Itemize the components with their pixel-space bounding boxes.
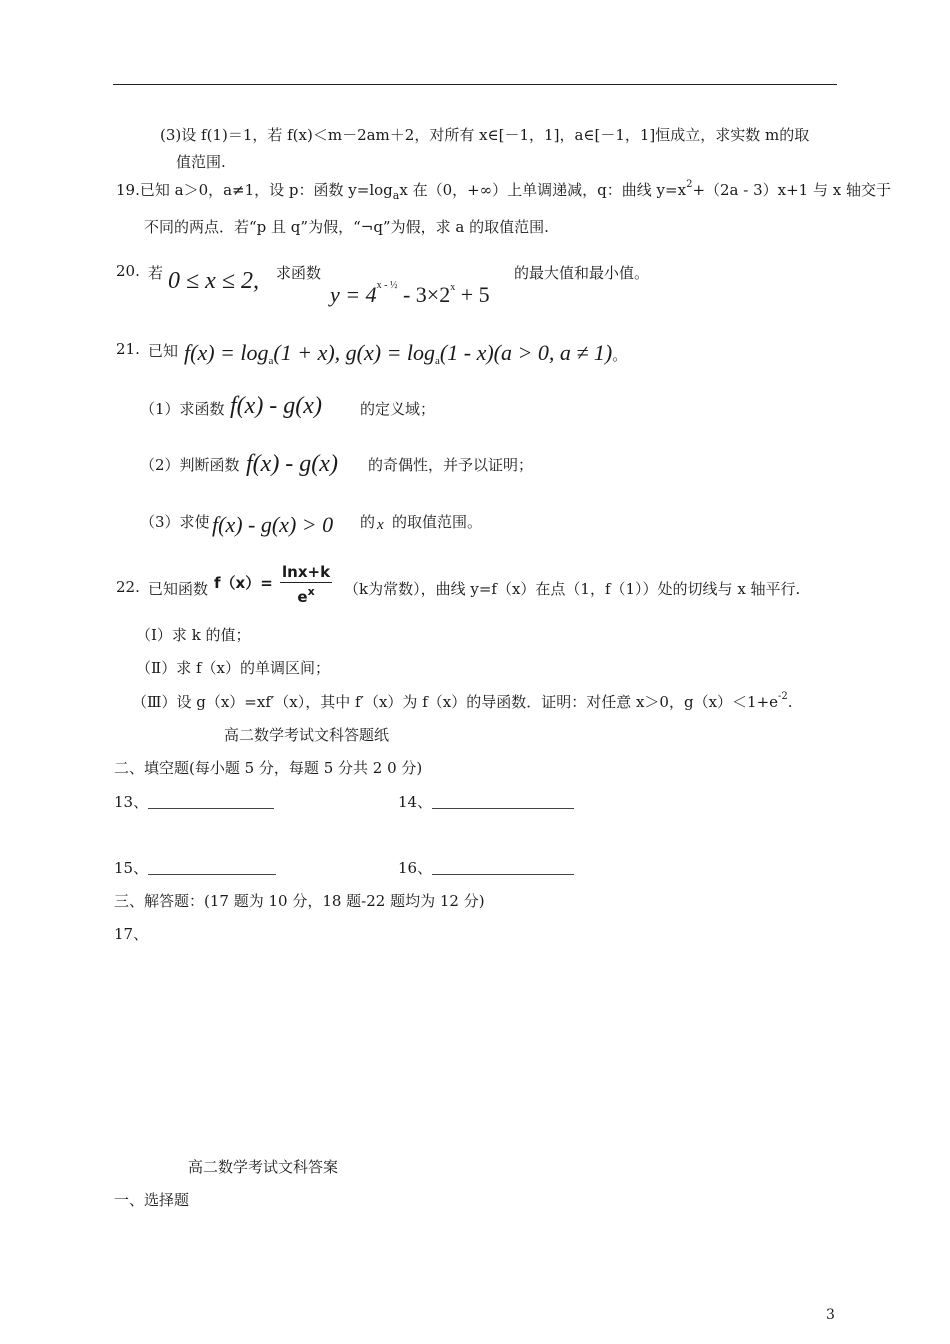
q22-part3-text: （Ⅲ）设 g（x）=xf′（x），其中 f′（x）为 f（x）的导函数．证明：对任意 x＞0，g（x）＜1+e: [132, 693, 779, 711]
q21-def-c: (1 - x)(a > 0, a ≠ 1): [439, 340, 613, 365]
q21-def-sub1: a: [268, 355, 274, 367]
header-rule: [113, 84, 837, 85]
q21-p1-label: （1）求函数: [140, 400, 225, 418]
blank-13-line[interactable]: [148, 794, 274, 809]
answer-17: 17、: [114, 925, 149, 943]
q21-p2-text: 的奇偶性，并予以证明；: [368, 456, 534, 474]
blank-14: [398, 791, 574, 812]
q19-sup: 2: [686, 179, 693, 190]
q20-text3: 的最大值和最小值。: [514, 264, 650, 282]
q22-fx: f（x）=: [214, 574, 273, 592]
q19-line1: [116, 179, 891, 202]
q18-part3-line1: (3)设 f(1)＝1，若 f(x)＜m－2am＋2，对所有 x∈[－1，1]，a∈[－1，1]恒成立，求实数 m的取: [160, 126, 810, 144]
answer-sheet-title: 高二数学考试文科答题纸: [224, 726, 390, 744]
blank-16-label: 16、: [398, 859, 433, 877]
blank-16: [398, 857, 574, 878]
q21-period: 。: [612, 348, 628, 364]
blank-15: [114, 857, 276, 878]
q20-func-y: y = 4: [330, 282, 377, 307]
q20-func-end: + 5: [460, 282, 490, 307]
q22-part3: [132, 691, 793, 712]
q19-sub: a: [392, 189, 400, 202]
q21-def-sub2: a: [435, 355, 440, 367]
q21-intro: 已知: [148, 342, 179, 360]
section-solutions: 三、解答题：(17 题为 10 分，18 题-22 题均为 12 分): [114, 892, 485, 910]
q22-frac-den-sup: x: [307, 585, 315, 598]
section-multiple-choice: 一、选择题: [114, 1191, 190, 1209]
blank-13-label: 13、: [114, 793, 149, 811]
q21-p3-text2: 的取值范围。: [392, 513, 483, 531]
q21-def-a: f(x) = log: [184, 340, 269, 365]
q21-p2-label: （2）判断函数: [140, 456, 240, 474]
q19-text-b: x 在（0，+∞）上单调递减，q：曲线 y=x: [399, 181, 687, 199]
blank-14-label: 14、: [398, 793, 433, 811]
q22-frac-box: [280, 563, 332, 606]
q22-number: 22.: [116, 578, 140, 596]
q21-p1-expr: f(x) - g(x): [230, 393, 322, 419]
blank-14-line[interactable]: [432, 794, 574, 809]
q22-frac-den-e: e: [297, 588, 308, 606]
q21-p3-expr: f(x) - g(x) > 0: [212, 512, 334, 537]
page-number: 3: [826, 1307, 835, 1323]
q20-condition: 0 ≤ x ≤ 2,: [168, 268, 259, 294]
q22-tail: （k为常数），曲线 y=f（x）在点（1，f（1））处的切线与 x 轴平行.: [344, 580, 801, 598]
blank-13: [114, 791, 274, 812]
q22-part2: （Ⅱ）求 f（x）的单调区间；: [136, 659, 330, 677]
q21-p2-expr: f(x) - g(x): [246, 451, 338, 477]
q19-line2: 不同的两点．若“p 且 q”为假，“¬q”为假，求 a 的取值范围.: [144, 218, 549, 236]
q21-p1-text: 的定义域；: [360, 400, 436, 418]
q21-p3-text1: 的: [360, 513, 376, 531]
q18-part3-line2: 值范围.: [176, 153, 226, 171]
q21-number: 21.: [116, 340, 140, 358]
blank-15-line[interactable]: [148, 860, 276, 875]
q19-number: 19.: [116, 181, 140, 199]
blank-15-label: 15、: [114, 859, 149, 877]
q22-frac-den: [280, 583, 332, 606]
q20-number: 20.: [116, 262, 140, 280]
q21-p3-var: x: [377, 517, 384, 533]
q22-frac-num: lnx+k: [282, 563, 331, 581]
q20-exp: x - ½: [376, 280, 398, 291]
q22-part3-sup: -2: [778, 691, 788, 702]
q20-func-rest: - 3×2: [402, 282, 451, 307]
q21-definition: [184, 340, 627, 367]
q20-exp2: x: [450, 282, 456, 293]
q22-intro: 已知函数: [148, 580, 209, 598]
q22-part3-end: .: [787, 693, 793, 711]
q20-text2: 求函数: [276, 264, 322, 282]
q19-text-a: 已知 a＞0，a≠1，设 p：函数 y=log: [139, 181, 393, 199]
q21-p3-label: （3）求使: [140, 513, 210, 531]
q20-function: [330, 280, 490, 308]
q21-def-b: (1 + x), g(x) = log: [273, 340, 436, 365]
blank-16-line[interactable]: [432, 860, 574, 875]
q20-text1: 若: [148, 264, 164, 282]
q19-text-c: +（2a - 3）x+1 与 x 轴交于: [692, 181, 891, 199]
q22-part1: （Ⅰ）求 k 的值；: [136, 626, 251, 644]
q22-fraction: [280, 563, 332, 606]
section-fill-blank: 二、填空题(每小题 5 分，每题 5 分共 2 0 分): [114, 759, 423, 777]
answers-title: 高二数学考试文科答案: [188, 1158, 339, 1176]
